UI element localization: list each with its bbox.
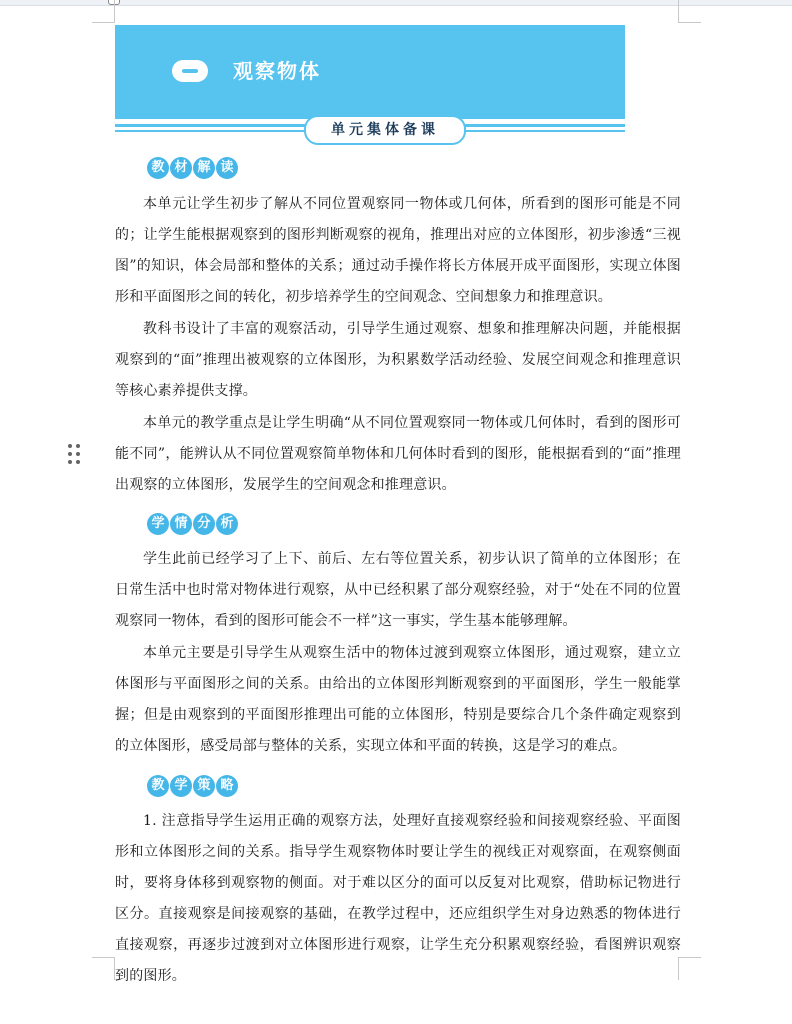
heading-char: 教 [147, 157, 169, 179]
page-corner-mark-bottom-left [92, 957, 115, 980]
heading-char: 教 [147, 775, 169, 797]
heading-char: 解 [193, 157, 215, 179]
heading-char: 材 [170, 157, 192, 179]
page-corner-mark-bottom-right [678, 957, 701, 980]
section-heading-textbook-reading [147, 157, 238, 179]
page-corner-mark-top-right [678, 0, 701, 23]
chapter-title: 观察物体 [233, 59, 321, 83]
heading-char: 分 [193, 513, 215, 535]
drag-handle-icon[interactable] [67, 444, 81, 466]
heading-char: 学 [147, 513, 169, 535]
body-paragraph: 学生此前已经学习了上下、前后、左右等位置关系，初步认识了简单的立体图形；在日常生活中也时常对物体进行观察，从中已经积累了部分观察经验，对于“处在不同的位置观察同一物体，看到的图形可能会不一样”这一事实，学生基本能够理解。 [115, 551, 681, 629]
heading-char: 情 [170, 513, 192, 535]
body-paragraph: 本单元的教学重点是让学生明确“从不同位置观察同一物体或几何体时，看到的图形可能不同”，能辨认从不同位置观察简单物体和几何体时看到的图形，能根据看到的“面”推理出观察的立体图形，发展学生的空间观念和推理意识。 [115, 415, 681, 493]
chapter-number [182, 69, 198, 73]
section-heading-student-analysis [147, 513, 238, 535]
chapter-banner [115, 25, 625, 119]
section-heading-teaching-strategy [147, 775, 238, 797]
body-paragraph: 教科书设计了丰富的观察活动，引导学生通过观察、想象和推理解决问题，并能根据观察到的“面”推理出被观察的立体图形，为积累数学活动经验、发展空间观念和推理意识等核心素养提供支撑。 [115, 321, 681, 399]
heading-char: 策 [193, 775, 215, 797]
body-paragraph: 1. 注意指导学生运用正确的观察方法，处理好直接观察经验和间接观察经验、平面图形和立体图形之间的关系。指导学生观察物体时要让学生的视线正对观察面，在观察侧面时，要将身体移到观察物的侧面。对于难以区分的面可以反复对比观察，借助标记物进行区分。直接观察是间接观察的基础，在教学过程中，还应组织学生对身边熟悉的物体进行直接观察，再逐步过渡到对立体图形进行观察，让学生充分积累观察经验，看图辨识观察到的图形。 [115, 813, 681, 984]
heading-char: 学 [170, 775, 192, 797]
page-corner-mark-top-left [92, 0, 115, 23]
heading-char: 析 [216, 513, 238, 535]
heading-char: 略 [216, 775, 238, 797]
body-paragraph: 本单元让学生初步了解从不同位置观察同一物体或几何体，所看到的图形可能是不同的；让学生能根据观察到的图形判断观察的视角，推理出对应的立体图形，初步渗透“三视图”的知识，体会局部和整体的关系；通过动手操作将长方体展开成平面图形，实现立体图形和平面图形之间的转化，初步培养学生的空间观念、空间想象力和推理意识。 [115, 196, 681, 305]
chapter-number-badge [172, 60, 208, 82]
section-banner-label: 单元集体备课 [304, 115, 466, 145]
heading-char: 读 [216, 157, 238, 179]
body-paragraph: 本单元主要是引导学生从观察生活中的物体过渡到观察立体图形，通过观察，建立立体图形与平面图形之间的关系。由给出的立体图形判断观察到的平面图形，学生一般能掌握；但是由观察到的平面图形推理出可能的立体图形，特别是要综合几个条件确定观察到的立体图形，感受局部与整体的关系，实现立体和平面的转换，这是学习的难点。 [115, 645, 681, 754]
